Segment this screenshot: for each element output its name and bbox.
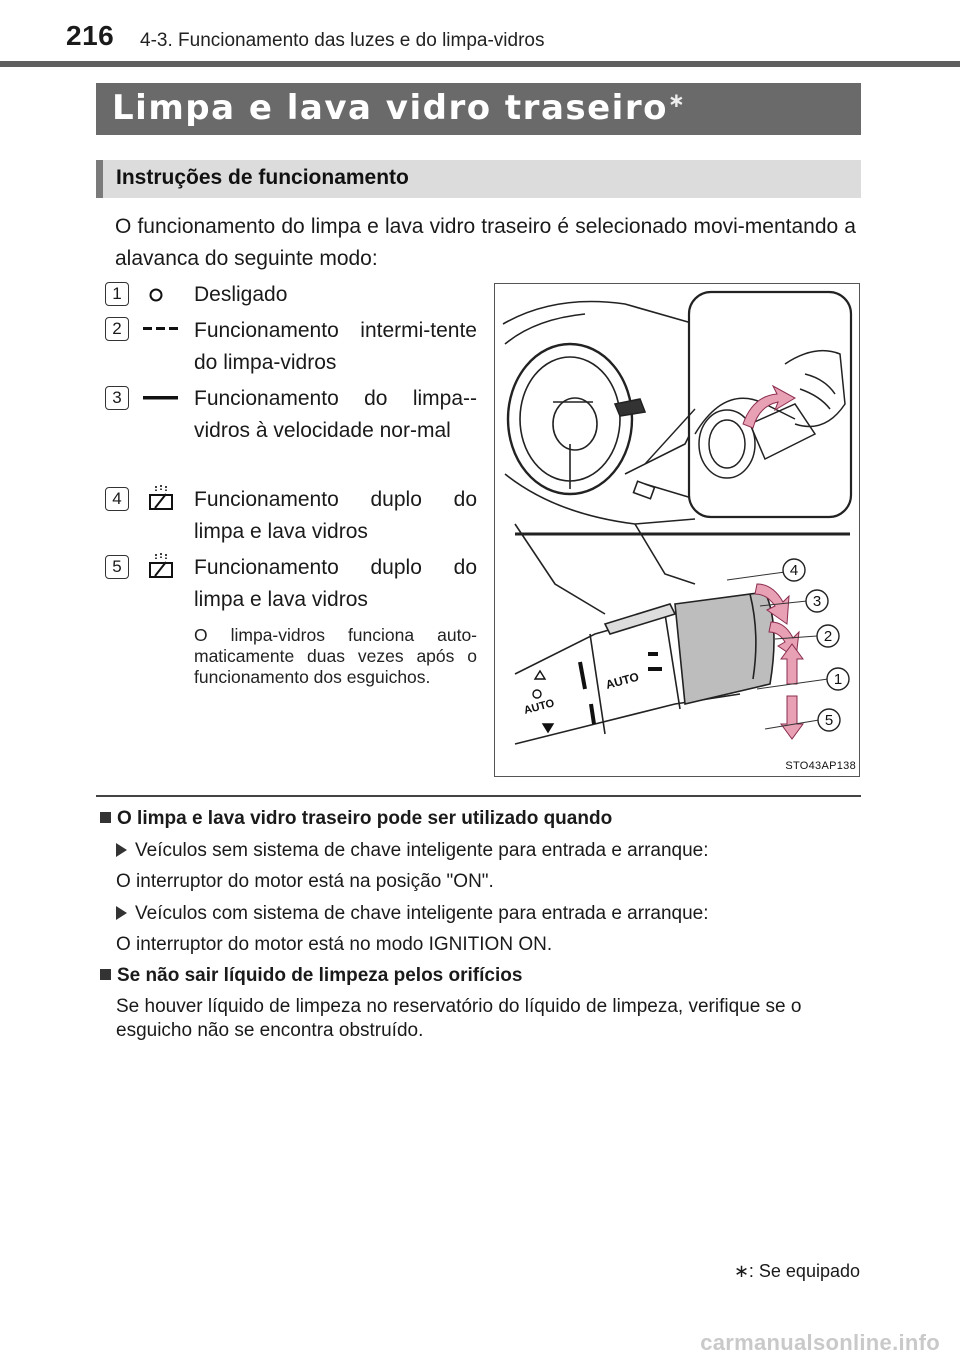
washer-icon: [146, 552, 176, 582]
note-heading: [100, 808, 612, 830]
figure-code: STO43AP138: [785, 760, 856, 772]
lever-drawing: [515, 592, 774, 744]
item-text: Funcionamento duplo do limpa e lava vidros: [194, 556, 477, 611]
callout-number: 4: [789, 562, 799, 579]
off-ring-icon: [148, 287, 164, 303]
auto-label-lever: AUTO: [604, 669, 641, 692]
note-bullet-text: Veículos com sistema de chave inteligente para entrada e arranque:: [135, 903, 709, 924]
chapter-title: 4-3. Funcionamento das luzes e do limpa-vidros: [140, 30, 545, 51]
watermark: carmanualsonline.info: [700, 1330, 940, 1355]
section-divider: [96, 795, 861, 797]
subsection-title: Instruções de funcionamento: [116, 166, 409, 189]
callout-number: 1: [833, 671, 843, 688]
footnote: [734, 1261, 860, 1282]
item-number: 4: [105, 487, 129, 511]
equipped-mark: ∗: [667, 88, 687, 112]
note-text: O interruptor do motor está na posição "ON".: [116, 871, 494, 892]
triangle-bullet-icon: [116, 843, 127, 857]
header-rule: [0, 61, 960, 67]
page-number: 216: [66, 20, 115, 51]
intro-paragraph: O funcionamento do limpa e lava vidro traseiro é selecionado movi-mentando a alavanca do seguinte modo:: [115, 215, 856, 270]
note-heading: [100, 965, 522, 987]
subsection-accent: [96, 160, 103, 198]
callout-number: 2: [823, 628, 833, 645]
intermittent-dash-icon: [143, 324, 179, 334]
item-text: Desligado: [194, 283, 288, 306]
item-number: 2: [105, 317, 129, 341]
triangle-bullet-icon: [116, 906, 127, 920]
square-bullet-icon: [100, 812, 111, 823]
mist-triangle-icon: [535, 671, 545, 679]
section-title: [112, 88, 686, 128]
note-heading-text: Se não sair líquido de limpeza pelos orifícios: [117, 965, 523, 986]
figure-illustration: [495, 284, 858, 775]
callout-number: 5: [824, 712, 834, 729]
note-bullet-text: Veículos sem sistema de chave inteligente para entrada e arranque:: [135, 840, 709, 861]
item-number: 5: [105, 555, 129, 579]
washer-icon: [146, 484, 176, 514]
item-text: Funcionamento intermi-tente do limpa-vidros: [194, 319, 477, 374]
arrow-position-5-icon: [781, 696, 803, 739]
footnote-text: : Se equipado: [748, 1261, 860, 1281]
item-text: Funcionamento do limpa--vidros à velocidade nor-mal: [194, 387, 477, 442]
note-text: Se houver líquido de limpeza no reservatório do líquido de limpeza, verifique se o esguicho não se encontra obstruído.: [116, 996, 802, 1041]
note-bullet: [116, 902, 709, 926]
square-bullet-icon: [100, 969, 111, 980]
normal-bar-icon: [143, 393, 179, 403]
item-number: 1: [105, 282, 129, 306]
dashboard-drawing: [503, 302, 705, 615]
down-triangle-icon: [543, 724, 553, 732]
off-ring-mark-icon: [533, 690, 541, 698]
item-note: O limpa-vidros funciona auto-maticamente duas vezes após o funcionamento dos esguichos.: [194, 625, 477, 687]
item-text: Funcionamento duplo do limpa e lava vidros: [194, 488, 477, 543]
auto-label-ring: AUTO: [522, 697, 556, 717]
lever-marks: [580, 654, 662, 724]
item-number: 3: [105, 386, 129, 410]
footnote-mark: ∗: [733, 1261, 749, 1281]
section-title-text: Limpa e lava vidro traseiro: [112, 88, 668, 128]
callout-number: 3: [812, 593, 822, 610]
note-heading-text: O limpa e lava vidro traseiro pode ser utilizado quando: [117, 808, 613, 829]
note-bullet: [116, 839, 709, 863]
note-text: O interruptor do motor está no modo IGNITION ON.: [116, 934, 553, 955]
wiper-lever-figure: [494, 283, 860, 777]
